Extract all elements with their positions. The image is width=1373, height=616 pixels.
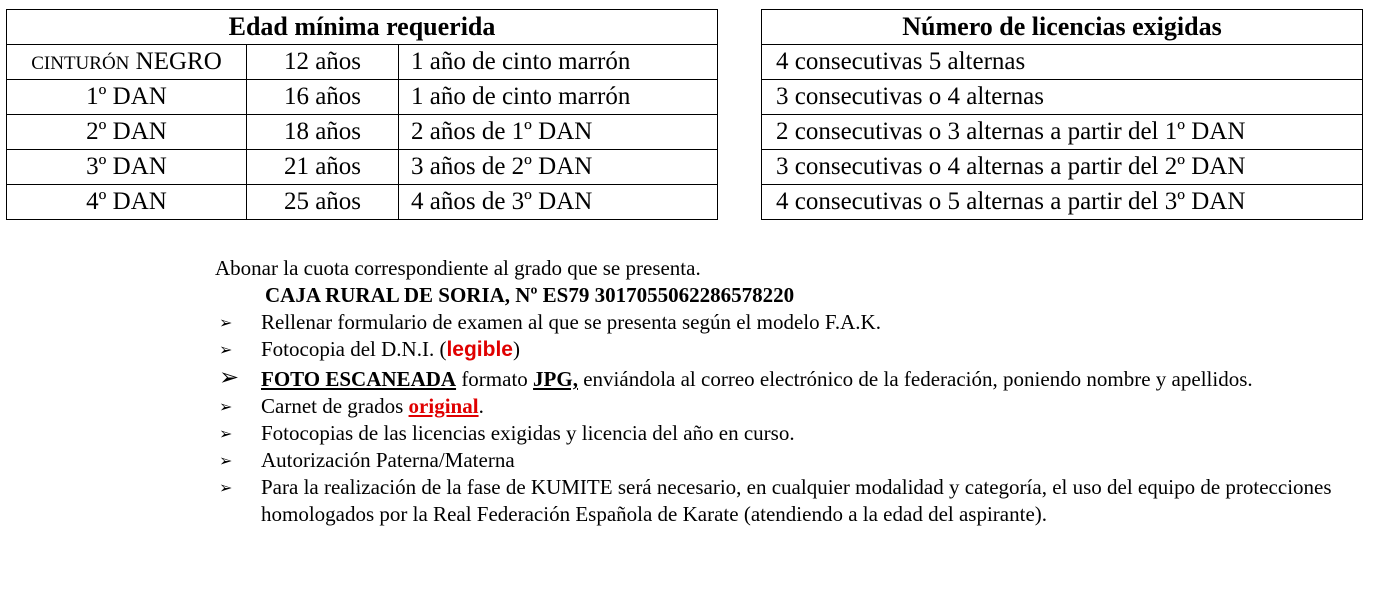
list-item: ➢ Fotocopias de las licencias exigidas y licencia del año en curso. bbox=[219, 421, 795, 445]
list-item: ➢ Para la realización de la fase de KUMITE será necesario, en cualquier modalidad y categoría, el uso del equipo de protecciones homologados por la Real Federación Española de Karate (atendiendo a la edad del aspirante). bbox=[219, 475, 1332, 526]
table-row bbox=[762, 45, 1363, 80]
bank-account: CAJA RURAL DE SORIA, Nº ES79 3017055062286578220 bbox=[265, 283, 795, 307]
grado-cell: 4º DAN bbox=[7, 185, 247, 220]
list-item: ➢ Fotocopia del D.N.I. (legible) bbox=[219, 337, 520, 361]
licencias-cell: 3 consecutivas o 4 alternas a partir del 2º DAN bbox=[762, 150, 1363, 185]
table-row bbox=[762, 115, 1363, 150]
intro-text: Abonar la cuota correspondiente al grado que se presenta. bbox=[215, 256, 701, 280]
grado-cell: 3º DAN bbox=[7, 150, 247, 185]
list-item: ➢ Autorización Paterna/Materna bbox=[219, 448, 515, 472]
licencias-cell: 2 consecutivas o 3 alternas a partir del 1º DAN bbox=[762, 115, 1363, 150]
table-row bbox=[7, 150, 718, 185]
edad-cell: 16 años bbox=[247, 80, 399, 115]
grado-cell: 2º DAN bbox=[7, 115, 247, 150]
list-item: ➢ FOTO ESCANEADA formato JPG, enviándola al correo electrónico de la federación, poniendo nombre y apellidos. bbox=[219, 363, 1253, 391]
arrow-bullet-icon: ➢ bbox=[219, 424, 233, 443]
list-item: ➢ Rellenar formulario de examen al que se presenta según el modelo F.A.K. bbox=[219, 310, 881, 334]
requisito-cell: 1 año de cinto marrón bbox=[399, 45, 718, 80]
licencias-cell: 4 consecutivas 5 alternas bbox=[762, 45, 1363, 80]
arrow-bullet-icon: ➢ bbox=[219, 397, 233, 416]
grado-cell: 1º DAN bbox=[7, 80, 247, 115]
table-row bbox=[7, 115, 718, 150]
arrow-bullet-icon: ➢ bbox=[219, 363, 240, 391]
edad-minima-header: Edad mínima requerida bbox=[7, 10, 718, 45]
grado-cell: CINTURÓN NEGRO bbox=[7, 45, 247, 80]
requirements-section bbox=[215, 255, 1365, 528]
legible-highlight: legible bbox=[446, 338, 513, 361]
table-row bbox=[7, 185, 718, 220]
original-highlight: original bbox=[408, 394, 479, 418]
table-row bbox=[7, 80, 718, 115]
licencias-header: Número de licencias exigidas bbox=[762, 10, 1363, 45]
requisito-cell: 1 año de cinto marrón bbox=[399, 80, 718, 115]
arrow-bullet-icon: ➢ bbox=[219, 478, 233, 497]
licencias-cell: 4 consecutivas o 5 alternas a partir del 3º DAN bbox=[762, 185, 1363, 220]
requisito-cell: 4 años de 3º DAN bbox=[399, 185, 718, 220]
requirements-list bbox=[215, 309, 1365, 528]
edad-cell: 21 años bbox=[247, 150, 399, 185]
edad-minima-table bbox=[6, 9, 718, 220]
table-row bbox=[762, 150, 1363, 185]
table-row bbox=[762, 185, 1363, 220]
edad-cell: 25 años bbox=[247, 185, 399, 220]
licencias-table bbox=[761, 9, 1363, 220]
requisito-cell: 2 años de 1º DAN bbox=[399, 115, 718, 150]
table-row bbox=[762, 80, 1363, 115]
requisito-cell: 3 años de 2º DAN bbox=[399, 150, 718, 185]
table-row bbox=[7, 45, 718, 80]
arrow-bullet-icon: ➢ bbox=[219, 313, 233, 332]
arrow-bullet-icon: ➢ bbox=[219, 451, 233, 470]
edad-cell: 18 años bbox=[247, 115, 399, 150]
list-item: ➢ Carnet de grados original. bbox=[219, 394, 484, 418]
arrow-bullet-icon: ➢ bbox=[219, 340, 233, 359]
licencias-cell: 3 consecutivas o 4 alternas bbox=[762, 80, 1363, 115]
edad-cell: 12 años bbox=[247, 45, 399, 80]
